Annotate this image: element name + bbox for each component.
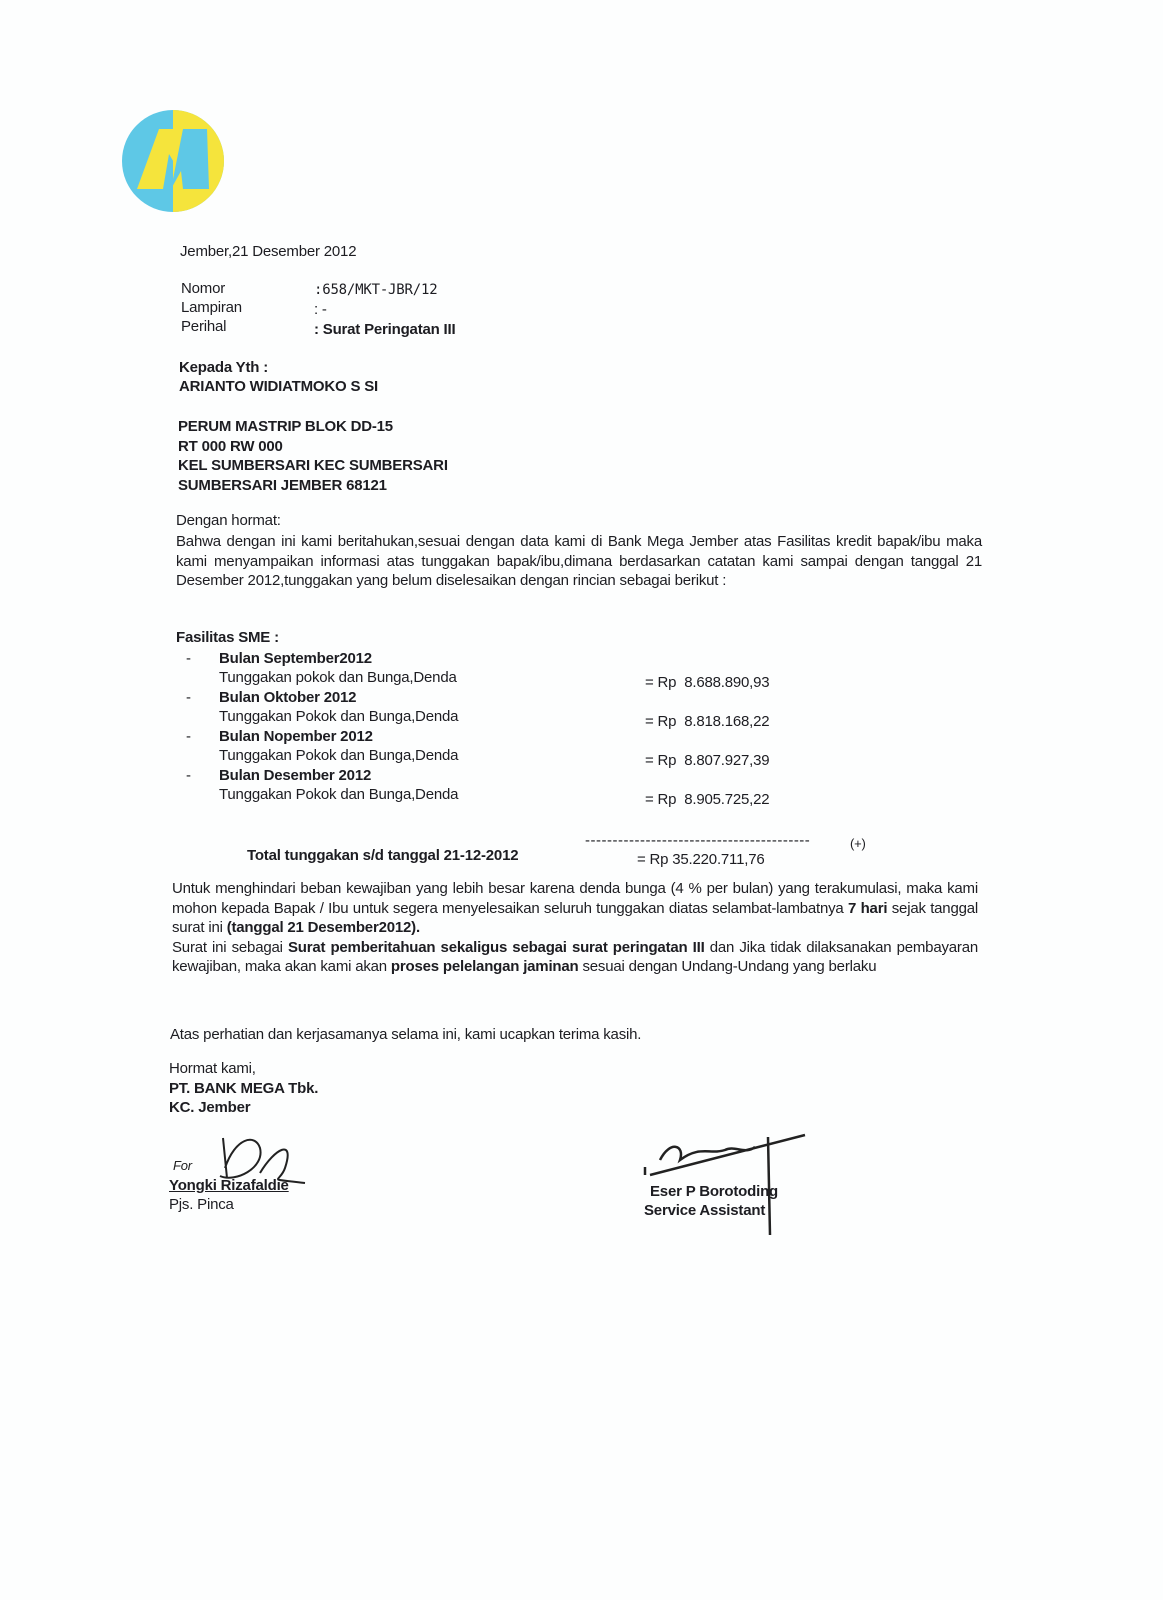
text: dan Jika tidak dilaksanakan pembayaran kewajiban, maka akan kami akan — [172, 938, 978, 975]
bullet-dash: - — [186, 728, 191, 745]
recipient-name: ARIANTO WIDIATMOKO S SI — [179, 378, 379, 395]
arrears-desc: Tunggakan Pokok dan Bunga,Denda — [219, 747, 459, 764]
left-signer-title: Pjs. Pinca — [169, 1196, 234, 1213]
arrears-desc: Tunggakan Pokok dan Bunga,Denda — [219, 786, 459, 803]
sign-block — [169, 1059, 318, 1118]
arrears-month: Bulan September2012 — [219, 650, 372, 667]
recipient-address — [178, 417, 448, 495]
text: sejak tanggal surat ini — [172, 899, 979, 936]
arrears-month: Bulan Nopember 2012 — [219, 728, 373, 745]
perihal-value: : Surat Peringatan III — [314, 321, 456, 338]
warning-paragraph — [172, 879, 978, 977]
perihal-label: Perihal — [181, 318, 227, 335]
text-bold: Surat pemberitahuan sekaligus sebagai surat peringatan III — [287, 938, 705, 956]
branch: KC. Jember — [169, 1099, 251, 1116]
right-signer-title: Service Assistant — [644, 1202, 766, 1219]
bullet-dash: - — [186, 767, 191, 784]
closing: Atas perhatian dan kerjasamanya selama ini, kami ucapkan terima kasih. — [170, 1026, 642, 1043]
lampiran-label: Lampiran — [181, 299, 242, 316]
nomor-label: Nomor — [181, 280, 226, 297]
greeting: Dengan hormat: — [176, 512, 281, 529]
sum-divider: ----------------------------------------- — [585, 832, 811, 849]
address-line: KEL SUMBERSARI KEC SUMBERSARI — [178, 457, 448, 474]
letter-date: Jember,21 Desember 2012 — [180, 243, 357, 260]
for-text: For — [173, 1158, 192, 1173]
arrears-amount: = Rp 8.818.168,22 — [645, 713, 770, 730]
arrears-amount: = Rp 8.905.725,22 — [645, 791, 770, 808]
arrears-desc: Tunggakan Pokok dan Bunga,Denda — [219, 708, 459, 725]
salutation: Kepada Yth : — [179, 359, 269, 376]
text-bold: (tanggal 21 Desember2012). — [226, 919, 420, 936]
text: Surat ini sebagai — [172, 938, 288, 956]
sum-plus: (+) — [850, 836, 866, 851]
regards: Hormat kami, — [169, 1060, 256, 1077]
company: PT. BANK MEGA Tbk. — [169, 1079, 319, 1097]
total-amount: = Rp 35.220.711,76 — [637, 851, 765, 868]
address-line: SUMBERSARI JEMBER 68121 — [178, 476, 387, 494]
right-signer-name: Eser P Borotoding — [650, 1183, 779, 1200]
arrears-month: Bulan Oktober 2012 — [219, 689, 357, 706]
text: sesuai dengan Undang-Undang yang berlaku — [578, 958, 877, 975]
bullet-dash: - — [186, 689, 191, 706]
text: Untuk menghindari beban kewajiban yang lebih besar karena denda bunga (4 % per bulan) yang terakumulasi, maka kami mohon kepada Bapak / Ibu untuk segera menyelesaikan seluruh tunggakan diatas selambat-lambatnya — [172, 880, 978, 917]
total-label: Total tunggakan s/d tanggal 21-12-2012 — [247, 847, 519, 864]
arrears-amount: = Rp 8.807.927,39 — [645, 752, 770, 769]
bullet-dash: - — [186, 650, 191, 667]
arrears-desc: Tunggakan pokok dan Bunga,Denda — [219, 669, 457, 686]
intro-paragraph: Bahwa dengan ini kami beritahukan,sesuai dengan data kami di Bank Mega Jember atas Fasilitas kredit bapak/ibu maka kami menyampaikan informasi atas tunggakan bapak/ibu,dimana berdasarkan catatan kami sampai dengan tanggal 21 Desember 2012,tunggakan yang belum diselesaikan dengan rincian sebagai berikut : — [176, 533, 982, 589]
left-signer-name: Yongki Rizafaldie — [169, 1177, 289, 1194]
facility-title: Fasilitas SME : — [176, 629, 279, 646]
lampiran-value: : - — [314, 301, 327, 318]
text-bold: 7 hari — [848, 899, 888, 917]
bank-mega-logo — [121, 109, 225, 213]
address-line: RT 000 RW 000 — [178, 437, 283, 455]
nomor-value: :658/MKT-JBR/12 — [314, 282, 438, 298]
arrears-amount: = Rp 8.688.890,93 — [645, 674, 770, 691]
address-line: PERUM MASTRIP BLOK DD-15 — [178, 418, 393, 435]
text-bold: proses pelelangan jaminan — [390, 958, 579, 975]
arrears-month: Bulan Desember 2012 — [219, 767, 372, 784]
